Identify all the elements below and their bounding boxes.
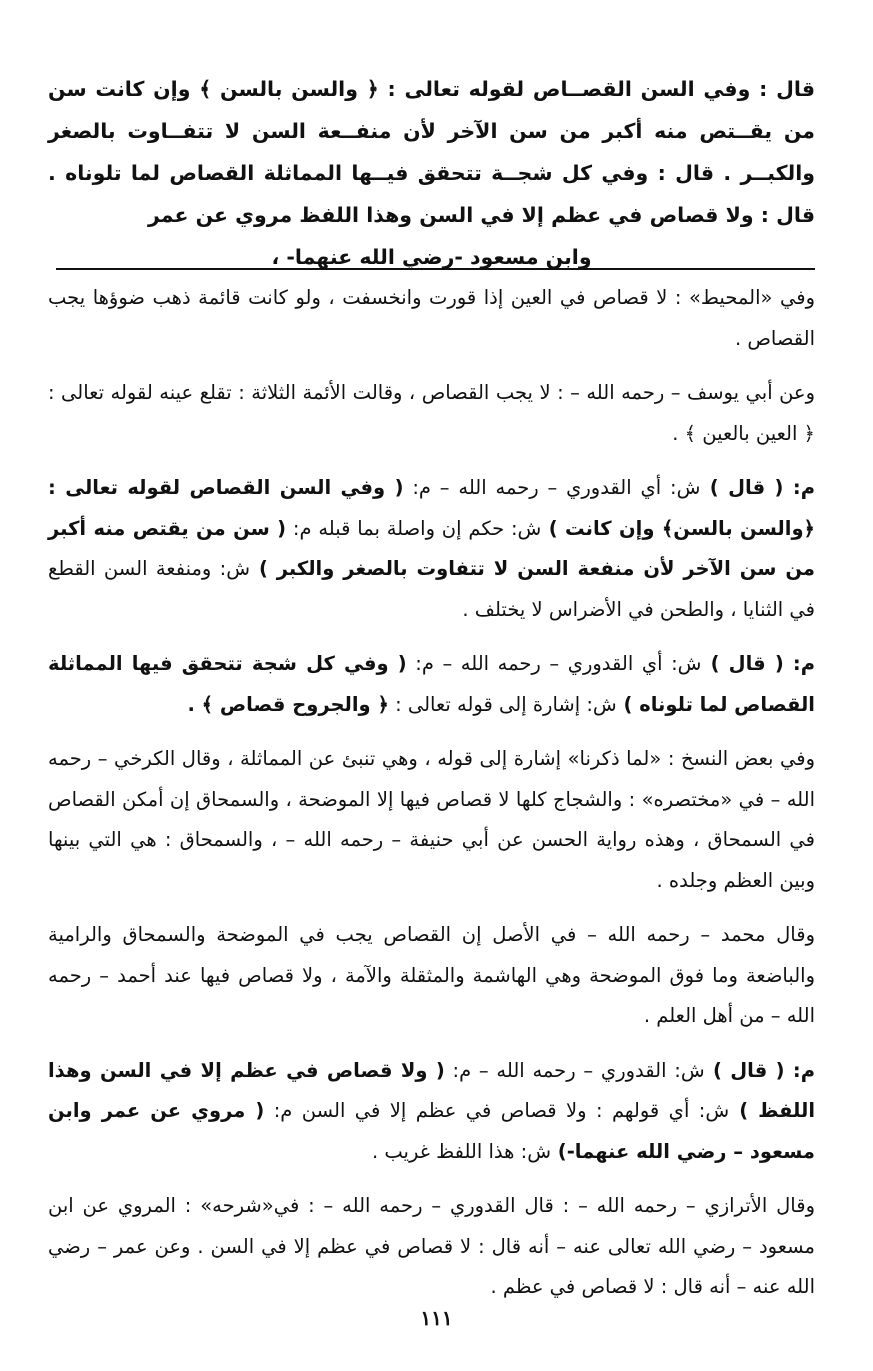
commentary-text: ش: حكم إن واصلة بما قبله م: (286, 516, 542, 540)
commentary-text: ش: أي قولهم : ولا قصاص في عظم إلا في السن م: (264, 1099, 730, 1122)
commentary-paragraph-7 (48, 1051, 815, 1173)
commentary-text: ش: أي القدوري – رحمه الله – م: (406, 652, 702, 675)
quote-marker: م: ( قال ) (701, 652, 815, 675)
commentary-text: ش: القدوري – رحمه الله – م: (444, 1058, 705, 1082)
commentary-paragraph-3 (48, 468, 815, 630)
page-number: ١١١ (420, 1306, 453, 1330)
quran-quote: ﴿ والجروح قصاص ﴾ . (187, 692, 389, 716)
commentary-paragraph-4 (48, 644, 815, 725)
separator-line (56, 268, 815, 270)
matn-last-line: وابن مسعود -رضي الله عنهما- ، (271, 245, 592, 269)
commentary-paragraph-6: وقال محمد – رحمه الله – في الأصل إن القصاص يجب في الموضحة والسمحاق والرامية والباضعة وما فوق الموضحة وهي الهاشمة والمثقلة والآمة ، ولا قصاص فيها عند أحمد – رحمه الله – من أهل العلم . (48, 923, 815, 1027)
quote-marker: م: ( قال ) (704, 1058, 815, 1082)
matn-quote: ( وفي كل شجة تتحقق فيها المماثلة القصاص لما تلوناه ) (48, 652, 815, 716)
commentary-paragraph-8: وقال الأترازي – رحمه الله – : قال القدوري – رحمه الله – : في«شرحه» : المروي عن ابن مسعود – رضي الله تعالى عنه – أنه قال : لا قصاص في عظم إلا في السن . وعن عمر – رضي الله عنه – أنه قال : لا قصاص في عظم . (48, 1194, 815, 1298)
matn-quote: ( سن من يقتص منه أكبر من سن الآخر لأن منفعة السن لا تتفاوت بالصغر والكبر ) (48, 516, 815, 580)
commentary-text: ش: هذا اللفظ غريب . (371, 1139, 551, 1163)
matn-text (48, 68, 815, 278)
commentary-text: ش: إشارة إلى قوله تعالى : (388, 692, 617, 716)
matn-quote: ( مروي عن عمر وابن مسعود – رضي الله عنهما-) (48, 1099, 815, 1163)
commentary-text: ش: ومنفعة السن القطع في الثنايا ، والطحن في الأضراس لا يختلف . (48, 557, 815, 621)
commentary-paragraph-2: وعن أبي يوسف – رحمه الله – : لا يجب القصاص ، وقالت الأئمة الثلاثة : تقلع عينه لقوله تعالى : ﴿ العين بالعين ﴾ . (48, 381, 815, 445)
commentary-paragraph-1: وفي «المحيط» : لا قصاص في العين إذا قورت وانخسفت ، ولو كانت قائمة ذهب ضوؤها يجب القصاص . (48, 286, 815, 350)
matn-paragraph: قال : وفي السن القصــاص لقوله تعالى : ﴿ والسن بالسن ﴾ وإن كانت سن من يقــتص منه أكبر من سن الآخر لأن منفــعة السن لا تتفــاوت بالصغر والكبــر . قال : وفي كل شجــة تتحقق فيــها المماثلة القصاص لما تلوناه . قال : ولا قصاص في عظم إلا في السن وهذا اللفظ مروي عن عمر (48, 77, 815, 227)
quote-marker: م: ( قال ) (700, 476, 815, 499)
commentary-text: ش: أي القدوري – رحمه الله – م: (403, 476, 701, 499)
matn-quote: ( وفي السن القصاص لقوله تعالى : ﴿والسن بالسن﴾ وإن كانت ) (48, 476, 815, 540)
sharh-commentary (48, 278, 815, 1322)
matn-quote: ( ولا قصاص في عظم إلا في السن وهذا اللفظ ) (48, 1058, 816, 1122)
commentary-paragraph-5: وفي بعض النسخ : «لما ذكرنا» إشارة إلى قوله ، وهي تنبئ عن المماثلة ، وقال الكرخي – رحمه الله – في «مختصره» : والشجاج كلها لا قصاص فيها إلا الموضحة ، والسمحاق إن أمكن القصاص في السمحاق ، وهذه رواية الحسن عن أبي حنيفة – رحمه الله – ، والسمحاق : هي التي بينها وبين العظم وجلده . (48, 747, 815, 892)
